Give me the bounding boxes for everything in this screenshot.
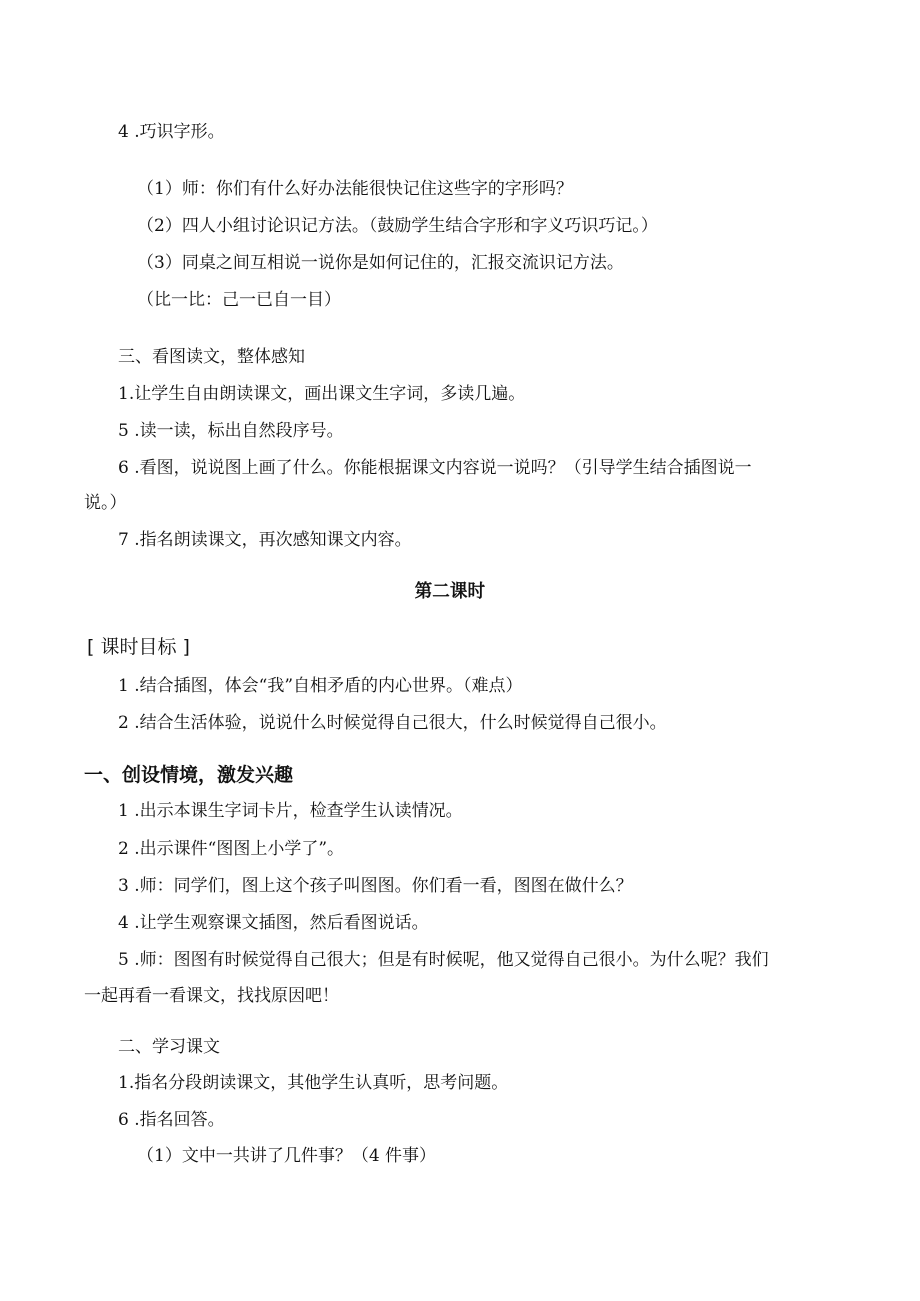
list-item: 1.指名分段朗读课文，其他学生认真听，思考问题。 — [118, 1073, 509, 1093]
list-item: 4 .巧识字形。 — [118, 122, 225, 142]
list-item: 4 .让学生观察课文插图，然后看图说话。 — [118, 913, 429, 933]
list-item: 3 .师：同学们，图上这个孩子叫图图。你们看一看，图图在做什么？ — [118, 876, 633, 896]
list-item: （1）师：你们有什么好办法能很快记住这些字的字形吗？ — [137, 179, 573, 199]
goals-heading: [ 课时目标 ] — [87, 636, 190, 658]
section-heading: 一、创设情境，激发兴趣 — [84, 764, 294, 786]
list-item: （3）同桌之间互相说一说你是如何记住的，汇报交流识记方法。 — [137, 253, 624, 273]
list-item: 6 .指名回答。 — [118, 1110, 225, 1130]
list-item: 7 .指名朗读课文，再次感知课文内容。 — [118, 530, 412, 550]
list-item: 1 .出示本课生字词卡片，检查学生认读情况。 — [118, 801, 463, 821]
list-item: （2）四人小组讨论识记方法。（鼓励学生结合字形和字义巧识巧记。） — [137, 216, 658, 236]
list-item: 1.让学生自由朗读课文，画出课文生字词，多读几遍。 — [118, 384, 526, 404]
compare-note: （比一比：己一已自一目） — [137, 290, 341, 310]
list-item-continuation: 说。） — [84, 493, 127, 513]
goal-item: 1 .结合插图，体会“我”自相矛盾的内心世界。（难点） — [118, 676, 523, 696]
list-item: 2 .出示课件“图图上小学了”。 — [118, 839, 345, 859]
section-heading: 二、学习课文 — [118, 1037, 220, 1057]
lesson-title: 第二课时 — [414, 581, 486, 602]
list-item: 5 .读一读，标出自然段序号。 — [118, 421, 344, 441]
goal-item: 2 .结合生活体验，说说什么时候觉得自己很大，什么时候觉得自己很小。 — [118, 713, 667, 733]
list-item: （1）文中一共讲了几件事？（4 件事） — [137, 1146, 437, 1166]
list-item: 5 .师：图图有时候觉得自己很大；但是有时候呢，他又觉得自己很小。为什么呢？我们 — [118, 950, 769, 970]
list-item-continuation: 一起再看一看课文，找找原因吧！ — [84, 986, 339, 1006]
section-heading: 三、看图读文，整体感知 — [118, 347, 305, 367]
list-item: 6 .看图，说说图上画了什么。你能根据课文内容说一说吗？（引导学生结合插图说一 — [118, 458, 752, 478]
